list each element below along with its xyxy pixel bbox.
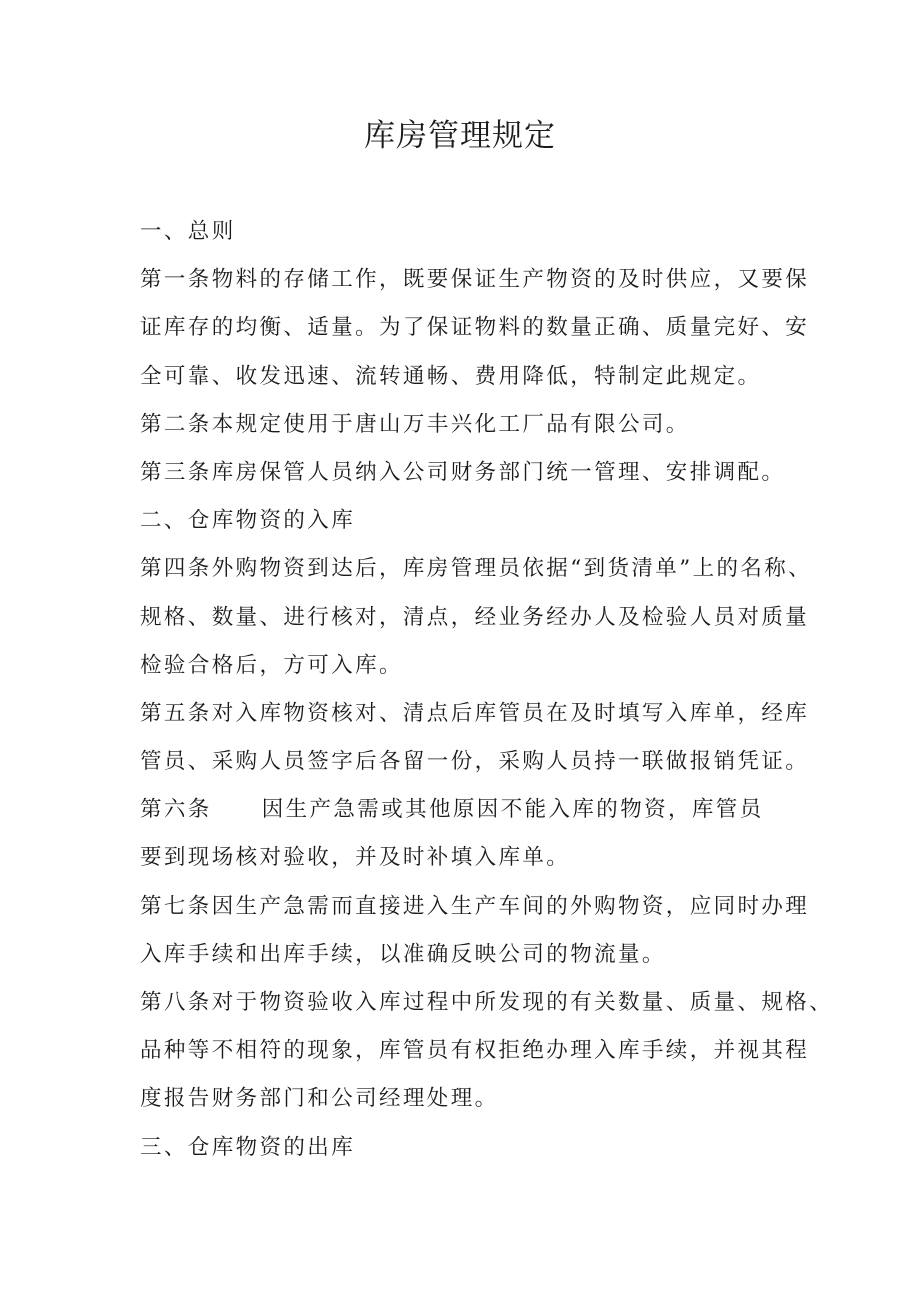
article-8-line-3: 度报告财务部门和公司经理处理。 (140, 1086, 499, 1112)
article-3-line: 第三条库房保管人员纳入公司财务部门统一管理、安排调配。 (140, 459, 786, 485)
section-heading-general: 一、总则 (140, 219, 236, 244)
document-body (140, 208, 834, 1172)
document-title: 库房管理规定 (364, 118, 556, 154)
article-1-line-1: 第一条物料的存储工作，既要保证生产物资的及时供应，又要保 (140, 267, 810, 293)
article-1-line-2: 证库存的均衡、适量。为了保证物料的数量正确、质量完好、安 (140, 315, 810, 341)
article-2-line: 第二条本规定使用于唐山万丰兴化工厂品有限公司。 (140, 411, 690, 437)
article-7-line-2: 入库手续和出库手续，以准确反映公司的物流量。 (140, 941, 666, 967)
article-7-line-1: 第七条因生产急需而直接进入生产车间的外购物资，应同时办理 (140, 893, 810, 919)
article-4-line-2: 规格、数量、进行核对，清点，经业务经办人及检验人员对质量 (140, 604, 810, 630)
article-6-line-2: 要到现场核对验收，并及时补填入库单。 (140, 845, 571, 871)
article-6-label: 第六条 (140, 797, 212, 823)
article-1-line-3: 全可靠、收发迅速、流转通畅、费用降低，特制定此规定。 (140, 363, 762, 389)
article-6-text: 因生产急需或其他原因不能入库的物资，库管员 (261, 797, 764, 823)
article-4-line-3: 检验合格后，方可入库。 (140, 652, 403, 678)
article-5-line-2: 管员、采购人员签字后各留一份，采购人员持一联做报销凭证。 (140, 749, 810, 775)
article-6-line-1 (140, 786, 790, 834)
article-5-line-1: 第五条对入库物资核对、清点后库管员在及时填写入库单，经库 (140, 700, 810, 726)
section-heading-inbound: 二、仓库物资的入库 (140, 508, 356, 534)
section-heading-outbound: 三、仓库物资的出库 (140, 1134, 356, 1160)
article-4-line-1: 第四条外购物资到达后，库房管理员依据“到货清单”上的名称、 (140, 556, 813, 582)
article-8-line-1: 第八条对于物资验收入库过程中所发现的有关数量、质量、规格、 (140, 990, 834, 1015)
article-8-line-2: 品种等不相符的现象，库管员有权拒绝办理入库手续，并视其程 (140, 1038, 810, 1064)
